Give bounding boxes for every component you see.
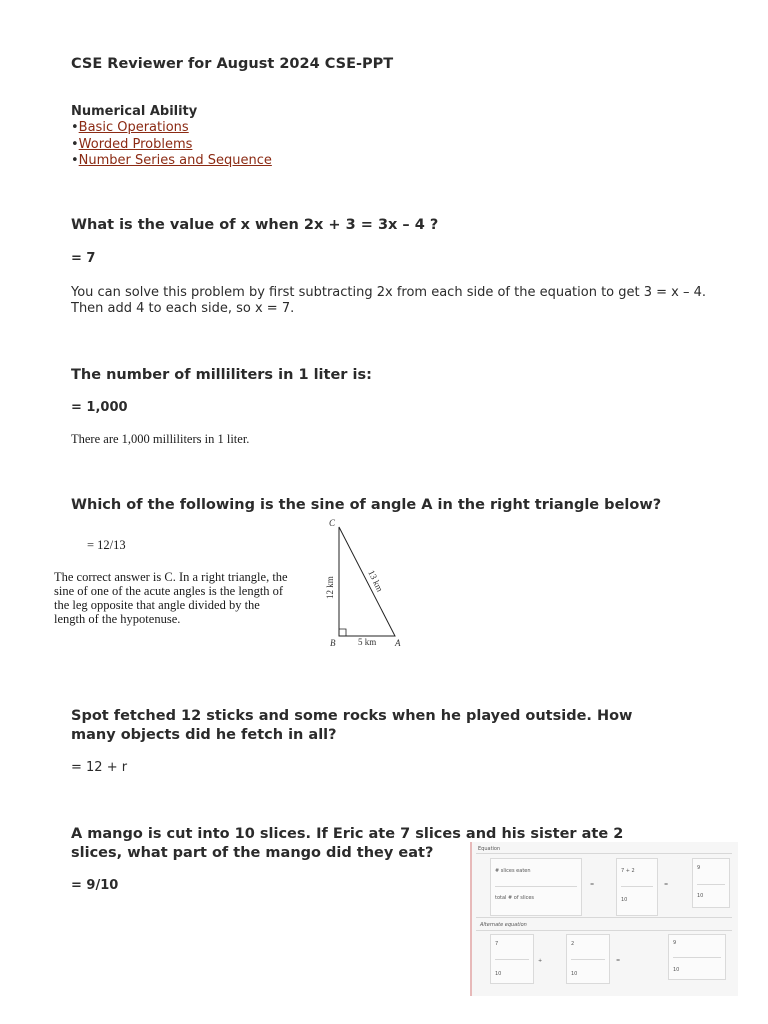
alt-plus: + bbox=[538, 958, 543, 964]
alt-d2: 10 bbox=[571, 971, 578, 977]
answer-4: = 12 + r bbox=[71, 760, 128, 775]
question-1: What is the value of x when 2x + 3 = 3x – 4 ? bbox=[71, 217, 439, 233]
answer-3: = 12/13 bbox=[87, 538, 126, 552]
bullet: • bbox=[71, 136, 79, 152]
page-title: CSE Reviewer for August 2024 CSE-PPT bbox=[71, 56, 394, 72]
alt-n3: 9 bbox=[673, 940, 677, 946]
alt-d3: 10 bbox=[673, 967, 680, 973]
row2-expr: 10 bbox=[621, 897, 628, 903]
answer-5: = 9/10 bbox=[71, 878, 119, 893]
alt-frac-2 bbox=[566, 934, 610, 984]
topic-link-list bbox=[71, 120, 272, 170]
row1-expr: 7 + 2 bbox=[621, 868, 635, 874]
link-basic-operations[interactable]: Basic Operations bbox=[78, 120, 189, 135]
alt-d1: 10 bbox=[495, 971, 502, 977]
bullet: • bbox=[71, 120, 79, 135]
bullet: • bbox=[71, 153, 79, 168]
alt-heading: Alternate equation bbox=[480, 922, 527, 928]
alt-n2: 2 bbox=[571, 941, 575, 947]
expression-cell bbox=[616, 858, 658, 916]
alt-frac-1 bbox=[490, 934, 534, 984]
section-heading: Numerical Ability bbox=[71, 104, 198, 119]
side-vertical-label: 12 km bbox=[325, 576, 335, 599]
question-4: Spot fetched 12 sticks and some rocks when he played outside. How many objects did he fetch in all? bbox=[71, 708, 633, 743]
row1-label: # slices eaten bbox=[495, 868, 531, 874]
row2-label: total # of slices bbox=[495, 895, 535, 901]
right-angle-marker bbox=[339, 629, 346, 636]
equals-sign-1: = bbox=[590, 882, 595, 888]
question-2: The number of milliliters in 1 liter is: bbox=[71, 367, 372, 383]
row2-result: 10 bbox=[697, 893, 704, 899]
question-3: Which of the following is the sine of angle A in the right triangle below? bbox=[71, 497, 662, 513]
explanation-2: There are 1,000 milliliters in 1 liter. bbox=[71, 432, 250, 446]
alt-n1: 7 bbox=[495, 941, 499, 947]
table-heading: Equation bbox=[478, 846, 501, 852]
alt-frac-3 bbox=[668, 934, 726, 980]
vertex-c-label: C bbox=[329, 518, 336, 528]
list-item bbox=[71, 153, 272, 170]
triangle-shape bbox=[339, 527, 395, 636]
vertex-a-label: A bbox=[395, 638, 401, 648]
right-triangle-figure bbox=[318, 515, 418, 653]
fraction-equation-table bbox=[470, 842, 738, 996]
link-number-series[interactable]: Number Series and Sequence bbox=[78, 153, 272, 168]
result-cell bbox=[692, 858, 730, 908]
answer-2: = 1,000 bbox=[71, 400, 128, 415]
explanation-1: You can solve this problem by first subtracting 2x from each side of the equation to get 3 = x – 4. Then add 4 to each side, so x = 7. bbox=[71, 285, 707, 316]
link-worded-problems[interactable]: Worded Problems bbox=[78, 136, 193, 152]
side-base-label: 5 km bbox=[358, 637, 377, 647]
answer-1: = 7 bbox=[71, 251, 96, 266]
explanation-3: The correct answer is C. In a right triangle, the sine of one of the acute angles is the length of the leg opposite that angle divided by the length of the hypotenuse. bbox=[54, 570, 288, 626]
vertex-b-label: B bbox=[330, 638, 336, 648]
list-item bbox=[71, 120, 272, 137]
alt-equals: = bbox=[616, 958, 621, 964]
list-item bbox=[71, 137, 272, 154]
equals-sign-2: = bbox=[664, 882, 669, 888]
label-cell bbox=[490, 858, 582, 916]
question-5: A mango is cut into 10 slices. If Eric ate 7 slices and his sister ate 2 slices, what part of the mango did they eat? bbox=[71, 826, 624, 861]
row1-result: 9 bbox=[697, 865, 701, 871]
side-hypotenuse-label: 13 km bbox=[366, 568, 386, 594]
